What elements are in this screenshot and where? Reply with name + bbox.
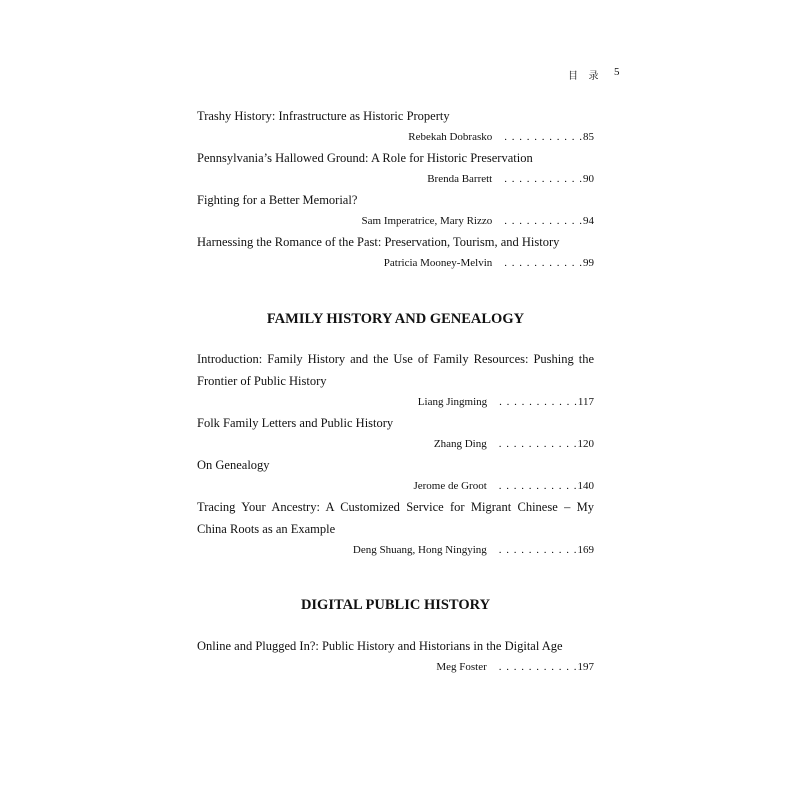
section-heading-digital-public-history xyxy=(197,595,594,615)
entry-page: 169 xyxy=(577,544,594,556)
dot-leader: . . . . . . . . . . . xyxy=(498,661,578,673)
entry-author: Rebekah Dobrasko xyxy=(408,131,493,143)
entry-title: Folk Family Letters and Public History xyxy=(197,416,394,430)
toc-entry[interactable] xyxy=(197,105,594,147)
entry-author: Zhang Ding xyxy=(433,438,487,450)
entry-page: 94 xyxy=(583,215,594,227)
entry-page: 85 xyxy=(583,131,594,143)
toc-entry[interactable] xyxy=(197,496,594,560)
entry-author: Sam Imperatrice, Mary Rizzo xyxy=(361,215,493,227)
entry-page: 197 xyxy=(577,661,594,673)
entry-page: 90 xyxy=(583,173,594,185)
toc-entry[interactable] xyxy=(197,454,594,496)
entry-meta xyxy=(197,127,594,147)
entry-author: Brenda Barrett xyxy=(427,173,493,185)
entry-meta xyxy=(197,657,594,677)
entry-author: Jerome de Groot xyxy=(413,480,487,492)
entry-meta xyxy=(197,211,594,231)
dot-leader: . . . . . . . . . . . xyxy=(498,438,578,450)
dot-leader: . . . . . . . . . . . xyxy=(498,480,578,492)
dot-leader: . . . . . . . . . . . xyxy=(504,215,583,227)
toc-entry[interactable] xyxy=(197,189,594,231)
dot-leader: . . . . . . . . . . . xyxy=(498,544,578,556)
dot-leader: . . . . . . . . . . . xyxy=(499,396,578,408)
entry-title: Trashy History: Infrastructure as Historic Property xyxy=(197,109,450,123)
entry-author: Meg Foster xyxy=(436,661,487,673)
page-number: 5 xyxy=(614,66,620,78)
toc-block-family-history xyxy=(197,348,594,560)
entry-page: 140 xyxy=(577,480,594,492)
entry-author: Patricia Mooney-Melvin xyxy=(383,257,493,269)
dot-leader: . . . . . . . . . . . xyxy=(504,257,583,269)
toc-entry[interactable] xyxy=(197,231,594,273)
entry-author: Deng Shuang, Hong Ningying xyxy=(352,544,487,556)
entry-page: 120 xyxy=(577,438,594,450)
entry-meta xyxy=(197,253,594,273)
entry-title: Introduction: Family History and the Use of Family Resources: Pushing the Frontier of Public History xyxy=(197,352,594,388)
dot-leader: . . . . . . . . . . . xyxy=(504,173,583,185)
entry-meta xyxy=(197,540,594,560)
entry-author: Liang Jingming xyxy=(417,396,488,408)
section-title: FAMILY HISTORY AND GENEALOGY xyxy=(266,311,525,327)
entry-meta xyxy=(197,434,594,454)
toc-entry[interactable] xyxy=(197,348,594,412)
entry-title: Online and Plugged In?: Public History and Historians in the Digital Age xyxy=(197,639,563,653)
entry-meta xyxy=(197,476,594,496)
entry-title: Pennsylvania’s Hallowed Ground: A Role for Historic Preservation xyxy=(197,151,533,165)
dot-leader: . . . . . . . . . . . xyxy=(504,131,583,143)
entry-meta xyxy=(197,169,594,189)
toc-entry[interactable] xyxy=(197,635,594,677)
section-heading-family-history xyxy=(197,309,594,329)
section-title: DIGITAL PUBLIC HISTORY xyxy=(300,597,491,613)
entry-meta xyxy=(197,392,594,412)
running-head: 目 录 xyxy=(568,71,603,82)
toc-block-digital-public-history xyxy=(197,635,594,677)
toc-block-preservation xyxy=(197,105,594,273)
entry-page: 117 xyxy=(577,396,594,408)
entry-title: Harnessing the Romance of the Past: Preservation, Tourism, and History xyxy=(197,235,560,249)
toc-entry[interactable] xyxy=(197,412,594,454)
entry-title: On Genealogy xyxy=(197,458,270,472)
toc-entry[interactable] xyxy=(197,147,594,189)
entry-title: Tracing Your Ancestry: A Customized Service for Migrant Chinese – My China Roots as an Example xyxy=(197,500,594,536)
entry-title: Fighting for a Better Memorial? xyxy=(197,193,358,207)
entry-page: 99 xyxy=(583,257,594,269)
